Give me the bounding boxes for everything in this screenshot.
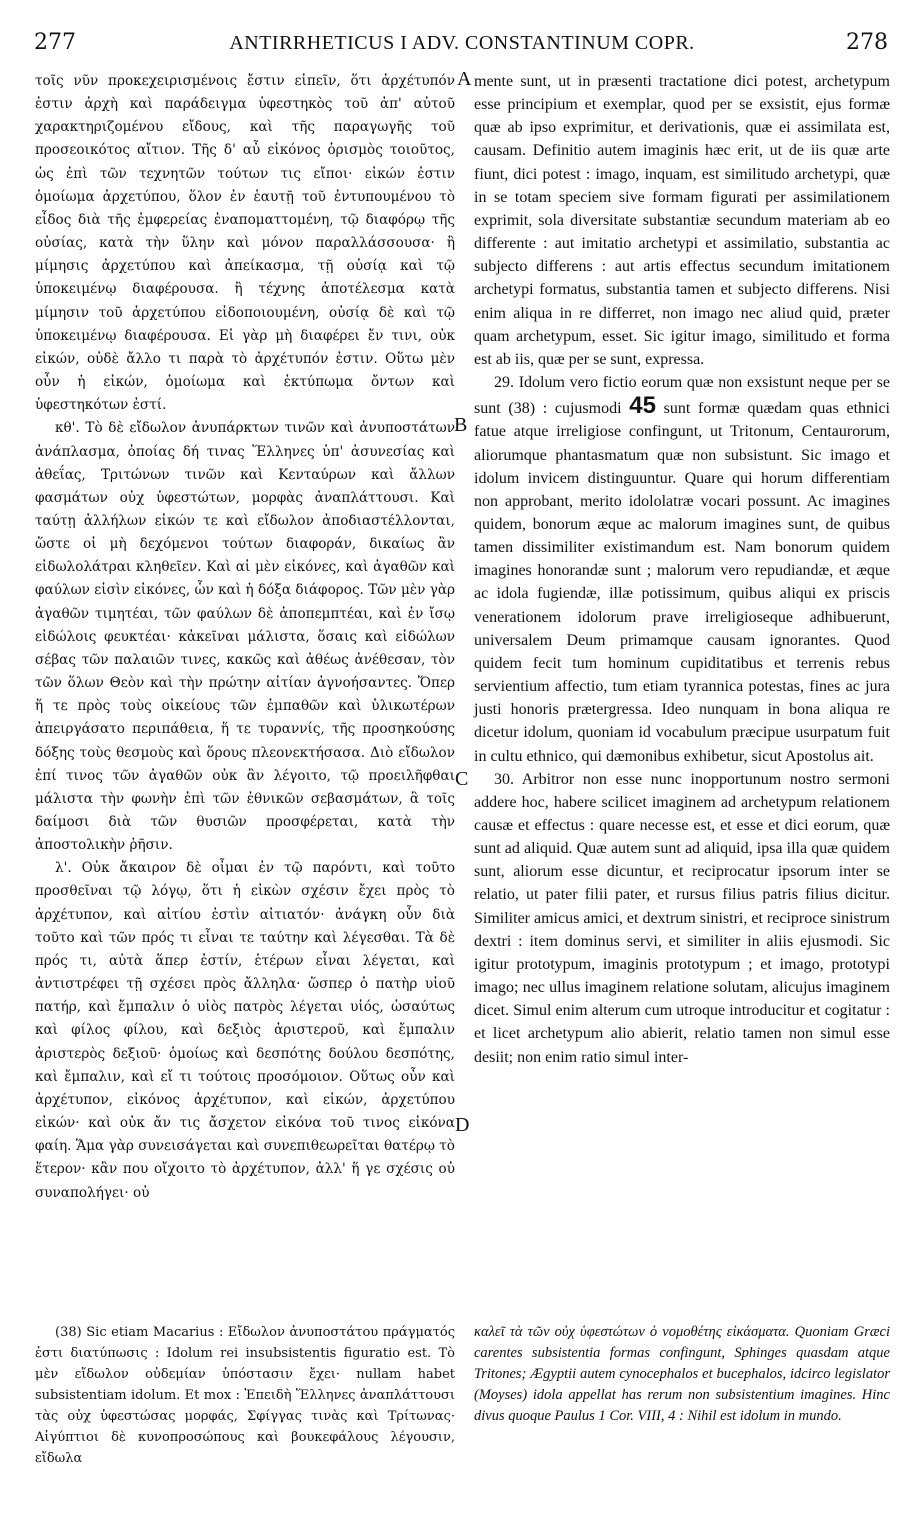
margin-marker-d: D [455, 1114, 470, 1136]
greek-paragraph: λ'. Οὐκ ἄκαιρον δὲ οἶμαι ἐν τῷ παρόντι, καὶ τοῦτο προσθεῖναι τῷ λόγῳ, ὅτι ἡ εἰκὼν σχέσιν ἔχει πρὸς τὸ ἀρχέτυπον, καὶ αἰτίου ἐστὶν αἰτιατόν· ἀνάγκη οὖν διὰ τοῦτο καὶ τῶν πρός τι εἶναι τε ταύτην καὶ λέγεσθαι. Τὰ δὲ πρός τι, αὐτὰ ἅπερ ἐστίν, ἑτέρων εἶναι λέγεται, καὶ ἀντιστρέφει τῇ σχέσει πρὸς ἄλληλα· ὥσπερ ὁ πατὴρ υἱοῦ πατήρ, καὶ ἔμπαλιν ὁ υἱὸς πατρὸς λέγεται υἱός, ὡσαύτως καὶ φίλος φίλου, καὶ δεξιὸς ἀριστεροῦ, καὶ ἔμπαλιν ἀριστερὸς δεξιοῦ· ὁμοίως καὶ δεσπότης δούλου δεσπότης, καὶ ἔμπαλιν, καὶ εἴ τι τούτοις προσόμοιον. Οὕτως οὖν καὶ ἀρχέτυπον, εἰκόνος ἀρχέτυπον, καὶ εἰκών, ἀρχετύπου εἰκών· καὶ οὐκ ἄν τις ἄσχετον εἰκόνα τοῦ τινος εἰκόνα φαίη. Ἅμα γὰρ συνεισάγεται καὶ συνεπιθεωρεῖται θατέρῳ τὸ ἕτερον· κἂν που οἴχοιτο τὸ ἀρχέτυπον, ἀλλ' ἥ γε σχέσις οὐ συναπολήγει· οὐ [35, 860, 455, 1201]
latin-paragraph [474, 371, 890, 768]
greek-paragraph: κθ'. Τὸ δὲ εἴδωλον ἀνυπάρκτων τινῶν καὶ ἀνυποστάτων ἀνάπλασμα, ὁποίας δή τινας Ἕλληνες ὑπ' ἀσυνεσίας καὶ ἀθεΐας, Τριτώνων τινῶν καὶ Κενταύρων καὶ ἄλλων φασμάτων οὐχ ὑφεστώτων, μορφὰς ἀναπλάττουσι. Καὶ ταύτῃ ἀλλήλων εἰκών τε καὶ εἴδωλον ἀποδιαστέλλονται, ὥστε οἱ μὴ δεχόμενοι τούτων διαφοράν, δικαίως ἂν εἰδωλολάτραι κληθεῖεν. Καὶ αἱ μὲν εἰκόνες, καὶ ἀγαθῶν καὶ φαύλων εἰσὶν εἰκόνες, ὧν καὶ ἡ δόξα διάφορος. Τῶν μὲν γὰρ ἀγαθῶν τιμητέαι, τῶν φαύλων δὲ ἀποπεμπτέαι, καὶ ἐν ἴσῳ εἰδώλοις φευκτέαι· κἀκεῖναι μάλιστα, ὅσαις καὶ εἰδώλων σέβας τῶν παλαιῶν τινες, κακῶς καὶ ἀθέως ἀνέθεσαν, τὸν τῶν ὅλων Θεὸν καὶ τὴν πρώτην αἰτίαν ἀγνοήσαντες. Ὅπερ ἥ τε πρὸς τοὺς οἰκείους τῶν ἐμπαθῶν καὶ ὑλικωτέρων ἀπειργάσατο περιπάθεια, ἥ τε τυραννίς, τῆς προσηκούσης δόξης τοὺς θεσμοὺς καὶ ὅρους πλεονεκτήσασα. Διὸ εἴδωλον ἐπί τινος τῶν ἀγαθῶν οὐκ ἂν λέγοιτο, τῷ προειλῆφθαι μάλιστα τὴν φωνὴν ἐπὶ τῶν ἐθνικῶν σεβασμάτων, ἃ τοῖς δαίμοσι διὰ τῶν θυσιῶν προσφέρεται, κατὰ τὴν ἀποστολικὴν ῥῆσιν. [35, 420, 455, 854]
footnote-text: καλεῖ τὰ τῶν οὐχ ὑφεστώτων ὁ νομοθέτης εἰκάσματα. Quoniam Græci carentes subsistentia formas confingunt, Sphinges quasdam atque Tritones; Ægyptii autem cynocephalos et bucephalos, idcirco legislator (Moyses) idola appellat has rerum non subsistentium imagines. Hinc divus quoque Paulus 1 Cor. VIII, 4 : Nihil est idolum in mundo. [474, 1324, 890, 1424]
running-header [30, 30, 894, 58]
latin-column [474, 70, 890, 1069]
page-number-right: 278 [846, 30, 888, 55]
page-number-left: 277 [34, 30, 76, 55]
latin-paragraph-rest: sunt formæ quædam quas ethnici fatue atque irreligiose confingunt, ut Tritonum, Centaurorum, aliorumque phantasmatum quæ non subsistunt. Sic imago et idolum invicem distinguuntur. Quare qui horum differentiam non approbant, merito idololatræ vocari possunt. Ac imagines quidem, bonorum æque ac malorum imagines sunt, de quibus tamen dissimiliter existimandum est. Nam bonorum quidem imagines honorandæ sunt ; malorum vero repudiandæ, et æque ac idola fugiendæ, illæ potissimum, quibus aliqui ex priscis venerationem idolorum prave irreligioseque adhibuerunt, universalem Deum primamque causam ignorantes. Quod quidem fecit tum hominum cupiditatibus et terrenis rebus servientium affectio, tum etiam tyrannica potestas, fines ac jura justi honoris prætergressa. Ideo nunquam in bona aliqua re dicetur idolum, quoniam id vocabulum præcipue usurpatum fuit in cultu ethnico, qui dæmonibus exhibetur, sicut Apostolus ait. [474, 400, 890, 765]
greek-paragraph: τοῖς νῦν προκεχειρισμένοις ἔστιν εἰπεῖν, ὅτι ἀρχέτυπόν ἐστιν ἀρχὴ καὶ παράδειγμα ὑφεστηκὸς τοῦ ἀπ' αὐτοῦ χαρακτηριζομένου εἴδους, καὶ τῆς παραγωγῆς τοῦ προσεοικότος αἴτιον. Τῆς δ' αὖ εἰκόνος ὁρισμὸς τοιοῦτος, ὡς ἐπὶ τῶν τεχνητῶν τούτων τις εἴποι· εἰκών ἐστιν ὁμοίωμα ἀρχετύπου, ὅλον ἐν ἑαυτῇ τοῦ ἐντυπουμένου τὸ εἶδος διὰ τῆς ἐμφερείας ἐναποματτομένη, τῷ διαφόρῳ τῆς οὐσίας, κατὰ τὴν ὕλην καὶ μόνον παραλλάσσουσα· ἢ μίμησις ἀρχετύπου καὶ ἀπείκασμα, τῇ οὐσίᾳ καὶ τῷ ὑποκειμένῳ διαφέρουσα. ἢ τέχνης ἀποτέλεσμα κατὰ μίμησιν τοῦ ἀρχετύπου εἰδοποιουμένη, οὐσίᾳ δὲ καὶ τῷ ὑποκειμένῳ διαφέρουσα. Εἰ γὰρ μὴ διαφέρει ἔν τινι, οὐκ εἰκών, οὐδὲ ἄλλο τι παρὰ τὸ ἀρχέτυπόν ἐστιν. Οὕτω μὲν οὖν ἡ εἰκών, ὁμοίωμα καὶ ἐκτύπωμα ὄντων καὶ ὑφεστηκότων ἐστί. [35, 73, 455, 414]
footnote-right [474, 1322, 890, 1427]
footnote-text: (38) Sic etiam Macarius : Εἴδωλον ἀνυποστάτου πράγματός ἐστι διατύπωσις : Idolum rei insubsistentis figuratio est. Τὸ μὲν εἴδωλον οὐδεμίαν ὑπόστασιν ἔχει· nullam habet subsistentiam idolum. Et mox : Ἐπειδὴ Ἕλληνες ἀναπλάττουσι τὰς οὐχ ὑφεστώσας μορφάς, Σφίγγας τινὰς καὶ Τρίτωνας· Αἰγύπτιοι δὲ κυνοπροσώπους καὶ βουκεφάλους λέγουσιν, εἴδωλα [35, 1325, 455, 1466]
margin-marker-a: A [457, 68, 472, 90]
margin-marker-c: C [455, 768, 469, 790]
footnote-left [35, 1322, 455, 1469]
latin-paragraph: 30. Arbitror non esse nunc inopportunum nostro sermoni addere hoc, habere scilicet imaginem ad archetypum relationem causæ et effectus : quare necesse est, et esse et dici eorum, quæ sunt ad aliquid. Quæ autem sunt ad aliquid, ipsa illa quæ quidem sunt, aliorum esse dicuntur, et reciprocatur ipsorum inter se relatio, ut pater filii pater, et rursus filius patris filius dicitur. Similiter amicus amici, et dextrum sinistri, et reciproce sinistrum dextri : item dominus servi, et similiter in aliis ejusmodi. Sic igitur prototypum, imaginis prototypum ; et imago, prototypi imago; nec ullus imaginem relatione solutam, alicujus imaginem dicet. Simul enim alterum cum utroque introducitur et cogitatur : et licet archetypum alio abierit, relatio tamen non simul esse desiit; non enim ratio simul inter- [474, 770, 890, 1066]
margin-marker-b: B [454, 414, 468, 436]
greek-column [35, 70, 455, 1205]
latin-paragraph: mente sunt, ut in præsenti tractatione dici potest, archetypum esse principium et exemplar, quod per se exsistit, ejus formæ quæ ab ipso exprimitur, et derivationis, quæ ei assimilata est, causam. Definitio autem imaginis hæc erit, ut de iis quæ arte fiunt, dici potest : imago, inquam, est similitudo archetypi, quæ in se totam speciem sive formam figurati per assimilationem exprimit, sola diversitate substantiæ secundum materiam ab eo differente : aut imitatio archetypi et assimilatio, substantia ac subjecto differens : aut artis effectus secundum imitationem archetypi formatus, substantia tamen et subjecto differens. Nisi enim aliqua in re differret, non imago nec aliud quid, præter quam archetypum, esset. Sic igitur imago, similitudo et forma est ab iis, quæ per se sunt, expressa. [474, 73, 890, 368]
column-number: 45 [629, 392, 656, 420]
running-title: ANTIRRHETICUS I ADV. CONSTANTINUM COPR. [229, 32, 695, 54]
latin-paragraph-start: 29. Idolum vero fictio eorum quæ non exsistunt neque per se sunt (38) : cujusmodi [474, 374, 890, 418]
